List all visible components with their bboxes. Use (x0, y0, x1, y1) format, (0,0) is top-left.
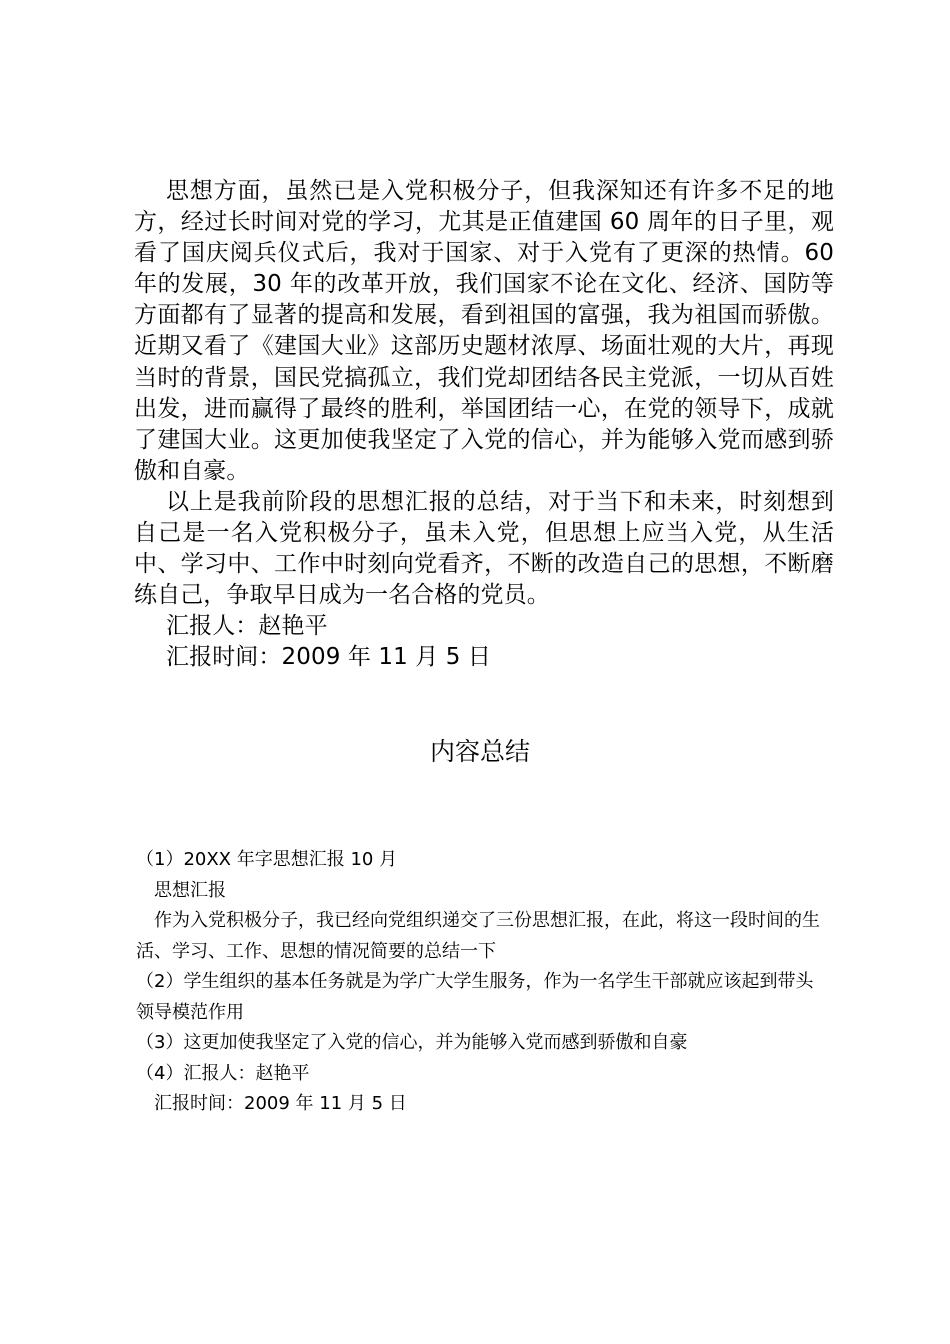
summary-item-3: （3）这更加使我坚定了入党的信心，并为能够入党而感到骄傲和自豪 (136, 1032, 688, 1053)
summary-item-2: （2）学生组织的基本任务就是为学广大学生服务，作为一名学生干部就应该起到带头领导模范作用 (136, 971, 814, 1023)
summary-item-1-text: 作为入党积极分子，我已经向党组织递交了三份思想汇报，在此，将这一段时间的生活、学习、工作、思想的情况简要的总结一下 (136, 910, 820, 962)
summary-section (136, 845, 822, 1120)
summary-item-4-date: 汇报时间：2009 年 11 月 5 日 (154, 1093, 407, 1114)
report-body (134, 176, 834, 674)
reporter-line: 汇报人：赵艳平 (166, 613, 328, 640)
body-paragraph-2: 以上是我前阶段的思想汇报的总结，对于当下和未来，时刻想到自己是一名入党积极分子，虽未入党，但思想上应当入党，从生活中、学习中、工作中时刻向党看齐，不断的改造自己的思想，不断磨练自己，争取早日成为一名合格的党员。 (134, 488, 834, 609)
summary-item-1-title: （1）20XX 年字思想汇报 10 月 (136, 849, 398, 870)
summary-title: 内容总结 (429, 737, 530, 766)
summary-item-4: （4）汇报人：赵艳平 (136, 1062, 310, 1084)
report-date-line: 汇报时间：2009 年 11 月 5 日 (166, 644, 491, 671)
body-paragraph-1: 思想方面，虽然已是入党积极分子，但我深知还有许多不足的地方，经过长时间对党的学习，尤其是正值建国 60 周年的日子里，观看了国庆阅兵仪式后，我对于国家、对于入党有了更深的热情。60 年的发展，30 年的改革开放，我们国家不论在文化、经济、国防等方面都有了显著的提高和发展，看到祖国的富强，我为祖国而骄傲。近期又看了《建国大业》这部历史题材浓厚、场面壮观的大片，再现当时的背景，国民党搞孤立，我们党却团结各民主党派，一切从百姓出发，进而赢得了最终的胜利，举国团结一心，在党的领导下，成就了建国大业。这更加使我坚定了入党的信心，并为能够入党而感到骄傲和自豪。 (134, 178, 834, 484)
summary-item-1-subtitle: 思想汇报 (154, 879, 226, 901)
